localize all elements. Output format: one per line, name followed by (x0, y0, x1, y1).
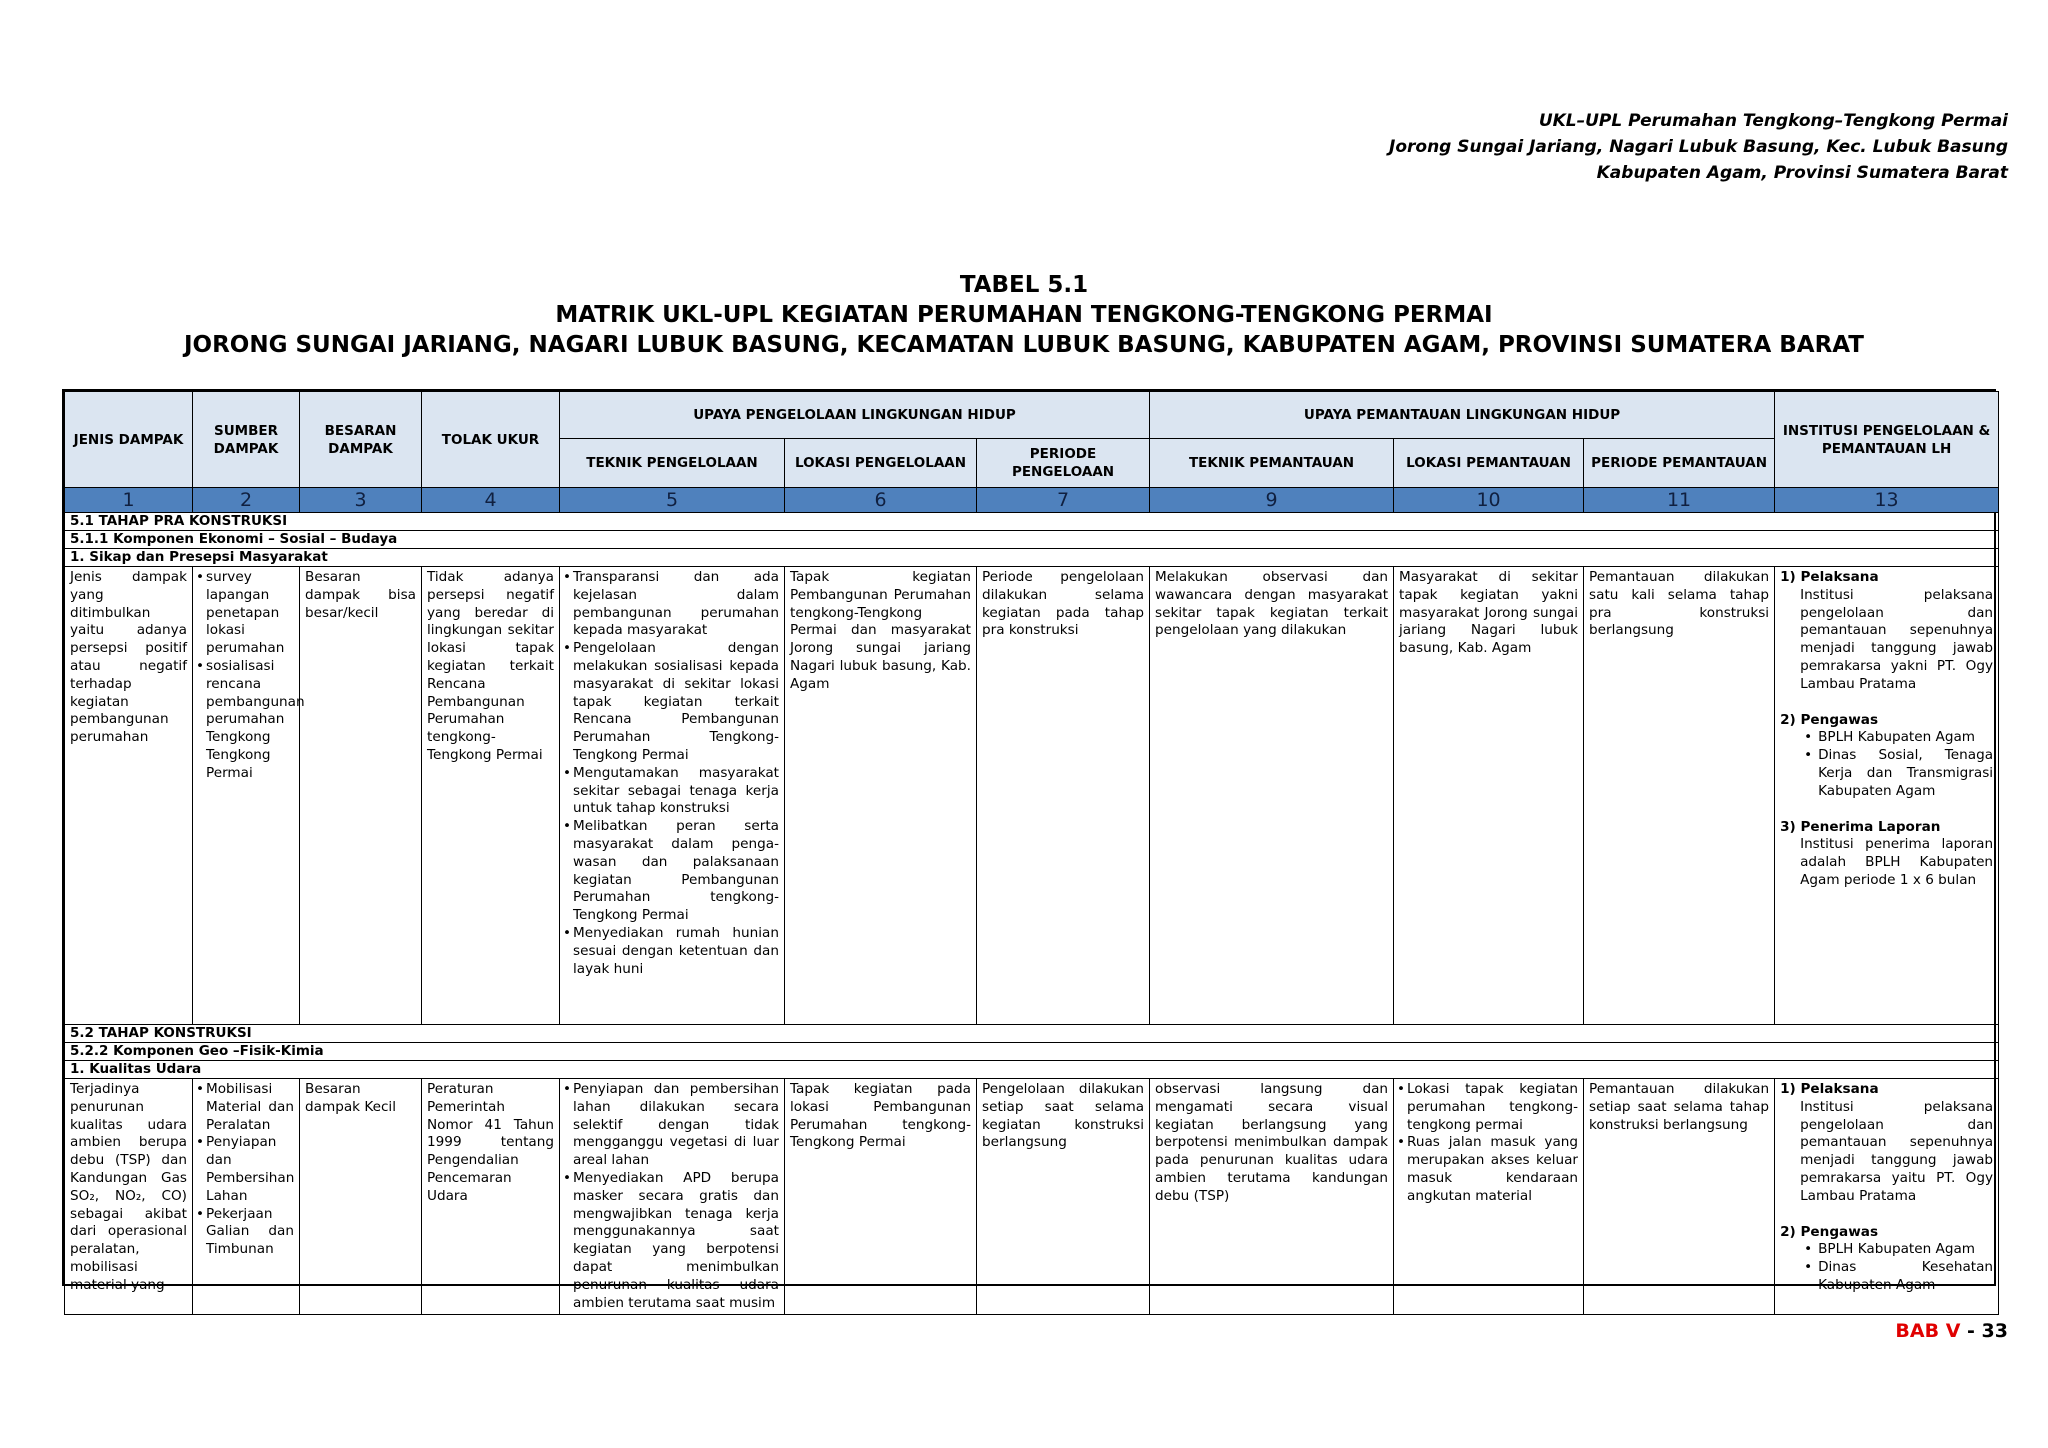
cell-institusi (1775, 567, 1999, 1025)
cell-periode-pemantauan: Pemantauan dilakukan satu kali selama tahap pra konstruksi berlangsung (1584, 567, 1775, 1025)
cell-jenis-dampak: Jenis dampak yang ditimbulkan yaitu adanya persepsi positif atau negatif terhadap kegiatan pembangunan perumahan (65, 567, 193, 1025)
institusi-heading: 2) Pengawas (1780, 1223, 1879, 1240)
cell-tolak-ukur: Peraturan Pemerintah Nomor 41 Tahun 1999 tentang Pengendalian Pencemaran Udara (422, 1079, 560, 1315)
col-number: 13 (1775, 488, 1999, 513)
matrix-table-frame (62, 389, 1996, 1311)
header-sumber-dampak: SUMBER DAMPAK (193, 392, 300, 488)
header-institusi: INSTITUSI PENGELOLAAN & PEMANTAUAN LH (1775, 392, 1999, 488)
cell-sumber-dampak (195, 1081, 294, 1259)
list-item: • Dinas Sosial, Tenaga Kerja dan Transmigrasi Kabupaten Agam (1818, 747, 1993, 800)
cell-tolak-ukur: Tidak adanya persepsi negatif yang beredar di lingkungan sekitar lokasi tapak kegiatan terkait Rencana Pembangunan Perumahan tengkong-Tengkong Permai (422, 567, 560, 1025)
cell-teknik-pengelolaan (562, 1081, 779, 1312)
list-item: • Ruas jalan masuk yang merupakan akses keluar masuk kendaraan angkutan material (1407, 1134, 1578, 1205)
subsection-heading: 5.2.2 Komponen Geo –Fisik-Kimia (65, 1043, 1999, 1061)
list-item: • Dinas Kesehatan Kabupaten Agam (1818, 1259, 1993, 1295)
list-item: • sosialisasi rencana pembangunan perumahan Tengkong Tengkong Permai (206, 658, 294, 783)
item-heading: 1. Sikap dan Presepsi Masyarakat (65, 549, 1999, 567)
header-periode-pemantauan: PERIODE PEMANTAUAN (1584, 439, 1775, 488)
cell-jenis-dampak: Terjadinya penurunan kualitas udara ambien berupa debu (TSP) dan Kandungan Gas SO₂, NO₂, CO) sebagai akibat dari operasional peralatan, mobilisasi material yang (65, 1079, 193, 1315)
header-besaran-dampak: BESARAN DAMPAK (300, 392, 422, 488)
cell-teknik-pemantauan: observasi langsung dan mengamati secara visual kegiatan berlangsung yang berpotensi menimbulkan dampak pada penurunan kualitas udara ambien terutama kandungan debu (TSP) (1150, 1079, 1394, 1315)
list-item: • Pengelolaan dengan melakukan sosialisasi kepada masyarakat di sekitar lokasi tapak kegiatan terkait Rencana Pembangunan Perumahan Tengkong-Tengkong Permai (573, 640, 779, 765)
col-number: 2 (193, 488, 300, 513)
cell-lokasi-pemantauan (1396, 1081, 1578, 1206)
col-number: 11 (1584, 488, 1775, 513)
list-item: • Transparansi dan ada kejelasan dalam pembangunan perumahan kepada masyarakat (573, 569, 779, 640)
item-heading: 1. Kualitas Udara (65, 1061, 1999, 1079)
institusi-text: Institusi pelaksana pengelolaan dan pemantauan sepenuhnya menjadi tanggung jawab pemrakarsa yakni PT. Ogy Lambau Pratama (1800, 586, 1994, 692)
matrix-table (64, 391, 1999, 1315)
table-row (65, 1079, 1999, 1315)
list-item: • Mobilisasi Material dan Peralatan (206, 1081, 294, 1134)
col-number: 7 (977, 488, 1150, 513)
cell-periode-pemantauan: Pemantauan dilakukan setiap saat selama tahap konstruksi berlangsung (1584, 1079, 1775, 1315)
cell-lokasi-pemantauan: Masyarakat di sekitar tapak kegiatan yakni masyarakat Jorong sungai jariang Nagari lubuk basung, Kab. Agam (1394, 567, 1584, 1025)
col-number: 9 (1150, 488, 1394, 513)
col-number: 6 (785, 488, 977, 513)
chapter-label: BAB V (1895, 1320, 1961, 1342)
list-item: • Penyiapan dan pembersihan lahan dilakukan secara selektif dengan tidak mengganggu vegetasi di luar areal lahan (573, 1081, 779, 1170)
header-line-1: UKL–UPL Perumahan Tengkong–Tengkong Permai (1538, 111, 2008, 131)
header-line-2: Jorong Sungai Jariang, Nagari Lubuk Basung, Kec. Lubuk Basung (1389, 137, 2008, 157)
section-heading: 5.2 TAHAP KONSTRUKSI (65, 1025, 1999, 1043)
list-item: • BPLH Kabupaten Agam (1818, 1241, 1993, 1259)
institusi-heading: 2) Pengawas (1780, 711, 1879, 728)
list-item: • Pekerjaan Galian dan Timbunan (206, 1206, 294, 1259)
header-periode-pengelolaan: PERIODE PENGELOAAN (977, 439, 1150, 488)
cell-lokasi-pengelolaan: Tapak kegiatan Pembangunan Perumahan tengkong-Tengkong Permai dan masyarakat Jorong sungai jariang Nagari lubuk basung, Kab. Agam (785, 567, 977, 1025)
list-item: • Penyiapan dan Pembersihan Lahan (206, 1134, 294, 1205)
col-number: 1 (65, 488, 193, 513)
cell-lokasi-pengelolaan: Tapak kegiatan pada lokasi Pembangunan Perumahan tengkong-Tengkong Permai (785, 1079, 977, 1315)
list-item: • Mengutamakan masyarakat sekitar sebagai tenaga kerja untuk tahap konstruksi (573, 765, 779, 818)
header-lokasi-pengelolaan: LOKASI PENGELOLAAN (785, 439, 977, 488)
title-line-1: TABEL 5.1 (959, 272, 1089, 298)
cell-teknik-pemantauan: Melakukan observasi dan wawancara dengan masyarakat sekitar tapak kegiatan terkait pengelolaan yang dilakukan (1150, 567, 1394, 1025)
col-number: 5 (560, 488, 785, 513)
section-heading: 5.1 TAHAP PRA KONSTRUKSI (65, 513, 1999, 531)
institusi-heading: 3) Penerima Laporan (1780, 818, 1941, 835)
header-teknik-pemantauan: TEKNIK PEMANTAUAN (1150, 439, 1394, 488)
column-number-row (65, 488, 1999, 513)
table-row (65, 567, 1999, 1025)
list-item: • Menyediakan rumah hunian sesuai dengan ketentuan dan layak huni (573, 925, 779, 978)
title-line-2: MATRIK UKL-UPL KEGIATAN PERUMAHAN TENGKONG-TENGKONG PERMAI (555, 302, 1493, 328)
institusi-text: Institusi pelaksana pengelolaan dan pemantauan sepenuhnya menjadi tanggung jawab pemrakarsa yaitu PT. Ogy Lambau Pratama (1800, 1098, 1994, 1204)
cell-besaran-dampak: Besaran dampak Kecil (300, 1079, 422, 1315)
header-line-3: Kabupaten Agam, Provinsi Sumatera Barat (1596, 163, 2008, 183)
institusi-text: Institusi penerima laporan adalah BPLH Kabupaten Agam periode 1 x 6 bulan (1800, 836, 1994, 888)
header-upaya-pengelolaan: UPAYA PENGELOLAAN LINGKUNGAN HIDUP (560, 392, 1150, 439)
header-tolak-ukur: TOLAK UKUR (422, 392, 560, 488)
header-lokasi-pemantauan: LOKASI PEMANTAUAN (1394, 439, 1584, 488)
cell-institusi (1775, 1079, 1999, 1315)
header-teknik-pengelolaan: TEKNIK PENGELOLAAN (560, 439, 785, 488)
col-number: 10 (1394, 488, 1584, 513)
cell-teknik-pengelolaan (562, 569, 779, 978)
page-number: 33 (1981, 1320, 2008, 1342)
institusi-heading: 1) Pelaksana (1780, 1081, 1879, 1097)
list-item: • Melibatkan peran serta masyarakat dalam penga-wasan dan palaksanaan kegiatan Pembangunan Perumahan tengkong-Tengkong Permai (573, 818, 779, 925)
footer-separator: - (1960, 1320, 1982, 1342)
running-header (1108, 108, 2008, 186)
header-jenis-dampak: JENIS DAMPAK (65, 392, 193, 488)
list-item: • BPLH Kabupaten Agam (1818, 729, 1993, 747)
subsection-heading: 5.1.1 Komponen Ekonomi – Sosial – Budaya (65, 531, 1999, 549)
col-number: 3 (300, 488, 422, 513)
cell-periode-pengelolaan: Periode pengelolaan dilakukan selama kegiatan pada tahap pra konstruksi (977, 567, 1150, 1025)
cell-sumber-dampak (195, 569, 305, 783)
list-item: • Menyediakan APD berupa masker secara gratis dan mengwajibkan tenaga kerja menggunakannya saat kegiatan yang berpotensi dapat menimbulkan penurunan kualitas udara ambien terutama saat musim (573, 1170, 779, 1312)
page-footer (1895, 1320, 2008, 1342)
table-title (0, 270, 2048, 360)
title-line-3: JORONG SUNGAI JARIANG, NAGARI LUBUK BASUNG, KECAMATAN LUBUK BASUNG, KABUPATEN AGAM, PROVINSI SUMATERA BARAT (183, 332, 1864, 358)
list-item: • Lokasi tapak kegiatan perumahan tengkong-tengkong permai (1407, 1081, 1578, 1134)
cell-besaran-dampak: Besaran dampak bisa besar/kecil (300, 567, 422, 1025)
institusi-heading: 1) Pelaksana (1780, 569, 1879, 585)
list-item: • survey lapangan penetapan lokasi perumahan (206, 569, 294, 658)
header-upaya-pemantauan: UPAYA PEMANTAUAN LINGKUNGAN HIDUP (1150, 392, 1775, 439)
cell-periode-pengelolaan: Pengelolaan dilakukan setiap saat selama kegiatan konstruksi berlangsung (977, 1079, 1150, 1315)
col-number: 4 (422, 488, 560, 513)
